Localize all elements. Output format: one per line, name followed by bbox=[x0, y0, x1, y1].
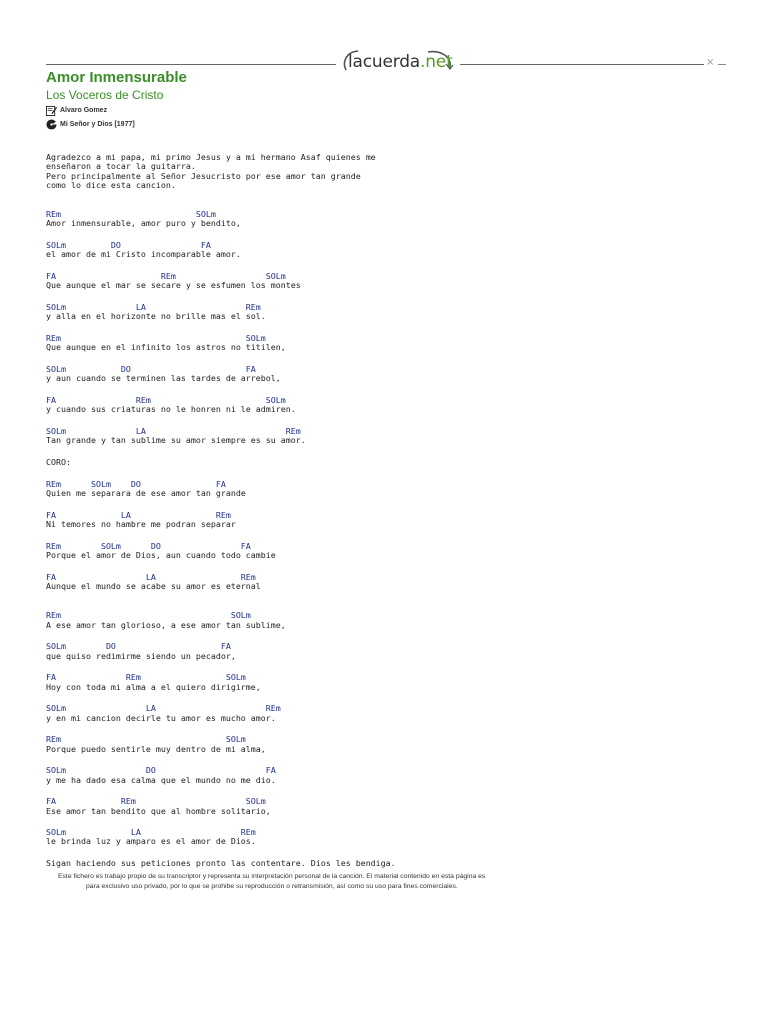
chord-line[interactable]: FA REm SOLm bbox=[46, 672, 246, 683]
lyric-line: A ese amor tan glorioso, a ese amor tan sublime, bbox=[46, 619, 286, 630]
chord-line[interactable]: REm SOLm bbox=[46, 734, 246, 745]
outro-line: Sigan haciendo sus peticiones pronto las contentare. Dios les bendiga. bbox=[46, 858, 396, 869]
chord-line[interactable]: FA REm SOLm bbox=[46, 271, 286, 282]
logo-text: lacuerda.net bbox=[348, 52, 453, 72]
lyric-line: Ni temores no hambre me podran separar bbox=[46, 519, 236, 530]
intro-line: Pero principalmente al Señor Jesucristo por ese amor tan grande bbox=[46, 170, 361, 181]
lyric-line: y cuando sus criaturas no le honren ni le admiren. bbox=[46, 404, 296, 415]
disc-icon bbox=[46, 119, 57, 130]
lyric-line: Porque puedo sentirle muy dentro de mi alma, bbox=[46, 743, 266, 754]
lyric-line: Tan grande y tan sublime su amor siempre es su amor. bbox=[46, 435, 306, 446]
intro-line: como lo dice esta cancion. bbox=[46, 179, 176, 190]
lyric-line: Que aunque en el infinito los astros no titilen, bbox=[46, 342, 286, 353]
chord-line[interactable]: SOLm LA REm bbox=[46, 302, 261, 313]
header-rule-left bbox=[46, 64, 336, 65]
lyric-line: Quien me separara de ese amor tan grande bbox=[46, 488, 246, 499]
chord-line[interactable]: REm SOLm bbox=[46, 610, 251, 621]
chord-line[interactable]: SOLm LA REm bbox=[46, 827, 256, 838]
lyric-line: y en mi cancion decirle tu amor es mucho amor. bbox=[46, 712, 276, 723]
close-icon[interactable]: × bbox=[706, 57, 715, 68]
lyric-line: Amor inmensurable, amor puro y bendito, bbox=[46, 218, 241, 229]
chord-sheet bbox=[46, 153, 396, 868]
chord-line[interactable]: REm SOLm DO FA bbox=[46, 540, 251, 551]
site-logo[interactable] bbox=[340, 48, 458, 78]
coro-label: CORO: bbox=[46, 457, 71, 468]
chord-line[interactable]: SOLm DO FA bbox=[46, 240, 211, 251]
chord-line[interactable]: REm SOLm bbox=[46, 209, 216, 220]
chord-line[interactable]: FA LA REm bbox=[46, 571, 256, 582]
lyric-line: y me ha dado esa calma que el mundo no me dio. bbox=[46, 774, 276, 785]
lyric-line: Ese amor tan bendito que al hombre solitario, bbox=[46, 805, 271, 816]
artist-link[interactable]: Los Voceros de Cristo bbox=[46, 88, 164, 102]
chord-line[interactable]: SOLm LA REm bbox=[46, 426, 301, 437]
lyric-line: Hoy con toda mi alma a el quiero dirigirme, bbox=[46, 681, 261, 692]
pencil-paper-icon bbox=[46, 105, 57, 116]
lyric-line: Que aunque el mar se secare y se esfumen los montes bbox=[46, 280, 301, 291]
album-row bbox=[46, 119, 135, 130]
chord-line[interactable]: FA REm SOLm bbox=[46, 796, 266, 807]
lyric-line: Porque el amor de Dios, aun cuando todo cambie bbox=[46, 550, 276, 561]
minimize-icon[interactable] bbox=[718, 64, 726, 65]
chord-line[interactable]: SOLm DO FA bbox=[46, 364, 256, 375]
lyric-line: el amor de mi Cristo incomparable amor. bbox=[46, 249, 241, 260]
chord-line[interactable]: FA REm SOLm bbox=[46, 395, 286, 406]
author-row bbox=[46, 105, 107, 116]
chord-line[interactable]: SOLm DO FA bbox=[46, 765, 276, 776]
lyric-line: Aunque el mundo se acabe su amor es eternal bbox=[46, 581, 261, 591]
lyric-line: que quiso redimirme siendo un pecador, bbox=[46, 650, 236, 661]
chord-line[interactable]: REm SOLm bbox=[46, 333, 266, 344]
chord-line[interactable]: FA LA REm bbox=[46, 509, 231, 520]
album-name[interactable]: Mi Señor y Dios [1977] bbox=[60, 121, 135, 128]
disclaimer-line: para exclusivo uso privado, por lo que se prohibe su reproducción o retransmisión, así como su uso para fines comerciales. bbox=[86, 882, 458, 890]
chord-line[interactable]: REm SOLm DO FA bbox=[46, 478, 226, 489]
disclaimer bbox=[46, 872, 546, 891]
lyric-line: y aun cuando se terminen las tardes de arrebol, bbox=[46, 373, 281, 384]
song-title: Amor Inmensurable bbox=[46, 69, 187, 86]
header-rule-right bbox=[460, 64, 704, 65]
author-name[interactable]: Alvaro Gomez bbox=[60, 107, 108, 114]
chord-line[interactable]: SOLm DO FA bbox=[46, 641, 231, 652]
chord-line[interactable]: SOLm LA REm bbox=[46, 703, 281, 714]
intro-line: enseñaron a tocar la guitarra. bbox=[46, 161, 196, 172]
disclaimer-line: Este fichero es trabajo propio de su transcriptor y representa su interpretación personal de la canción. El material contenido en esta página es bbox=[58, 873, 486, 880]
intro-line: Agradezco a mi papa, mi primo Jesus y a mi hermano Asaf quienes me bbox=[46, 152, 376, 162]
lyric-line: y alla en el horizonte no brille mas el sol. bbox=[46, 311, 266, 322]
lyric-line: le brinda luz y amparo es el amor de Dios. bbox=[46, 836, 256, 847]
